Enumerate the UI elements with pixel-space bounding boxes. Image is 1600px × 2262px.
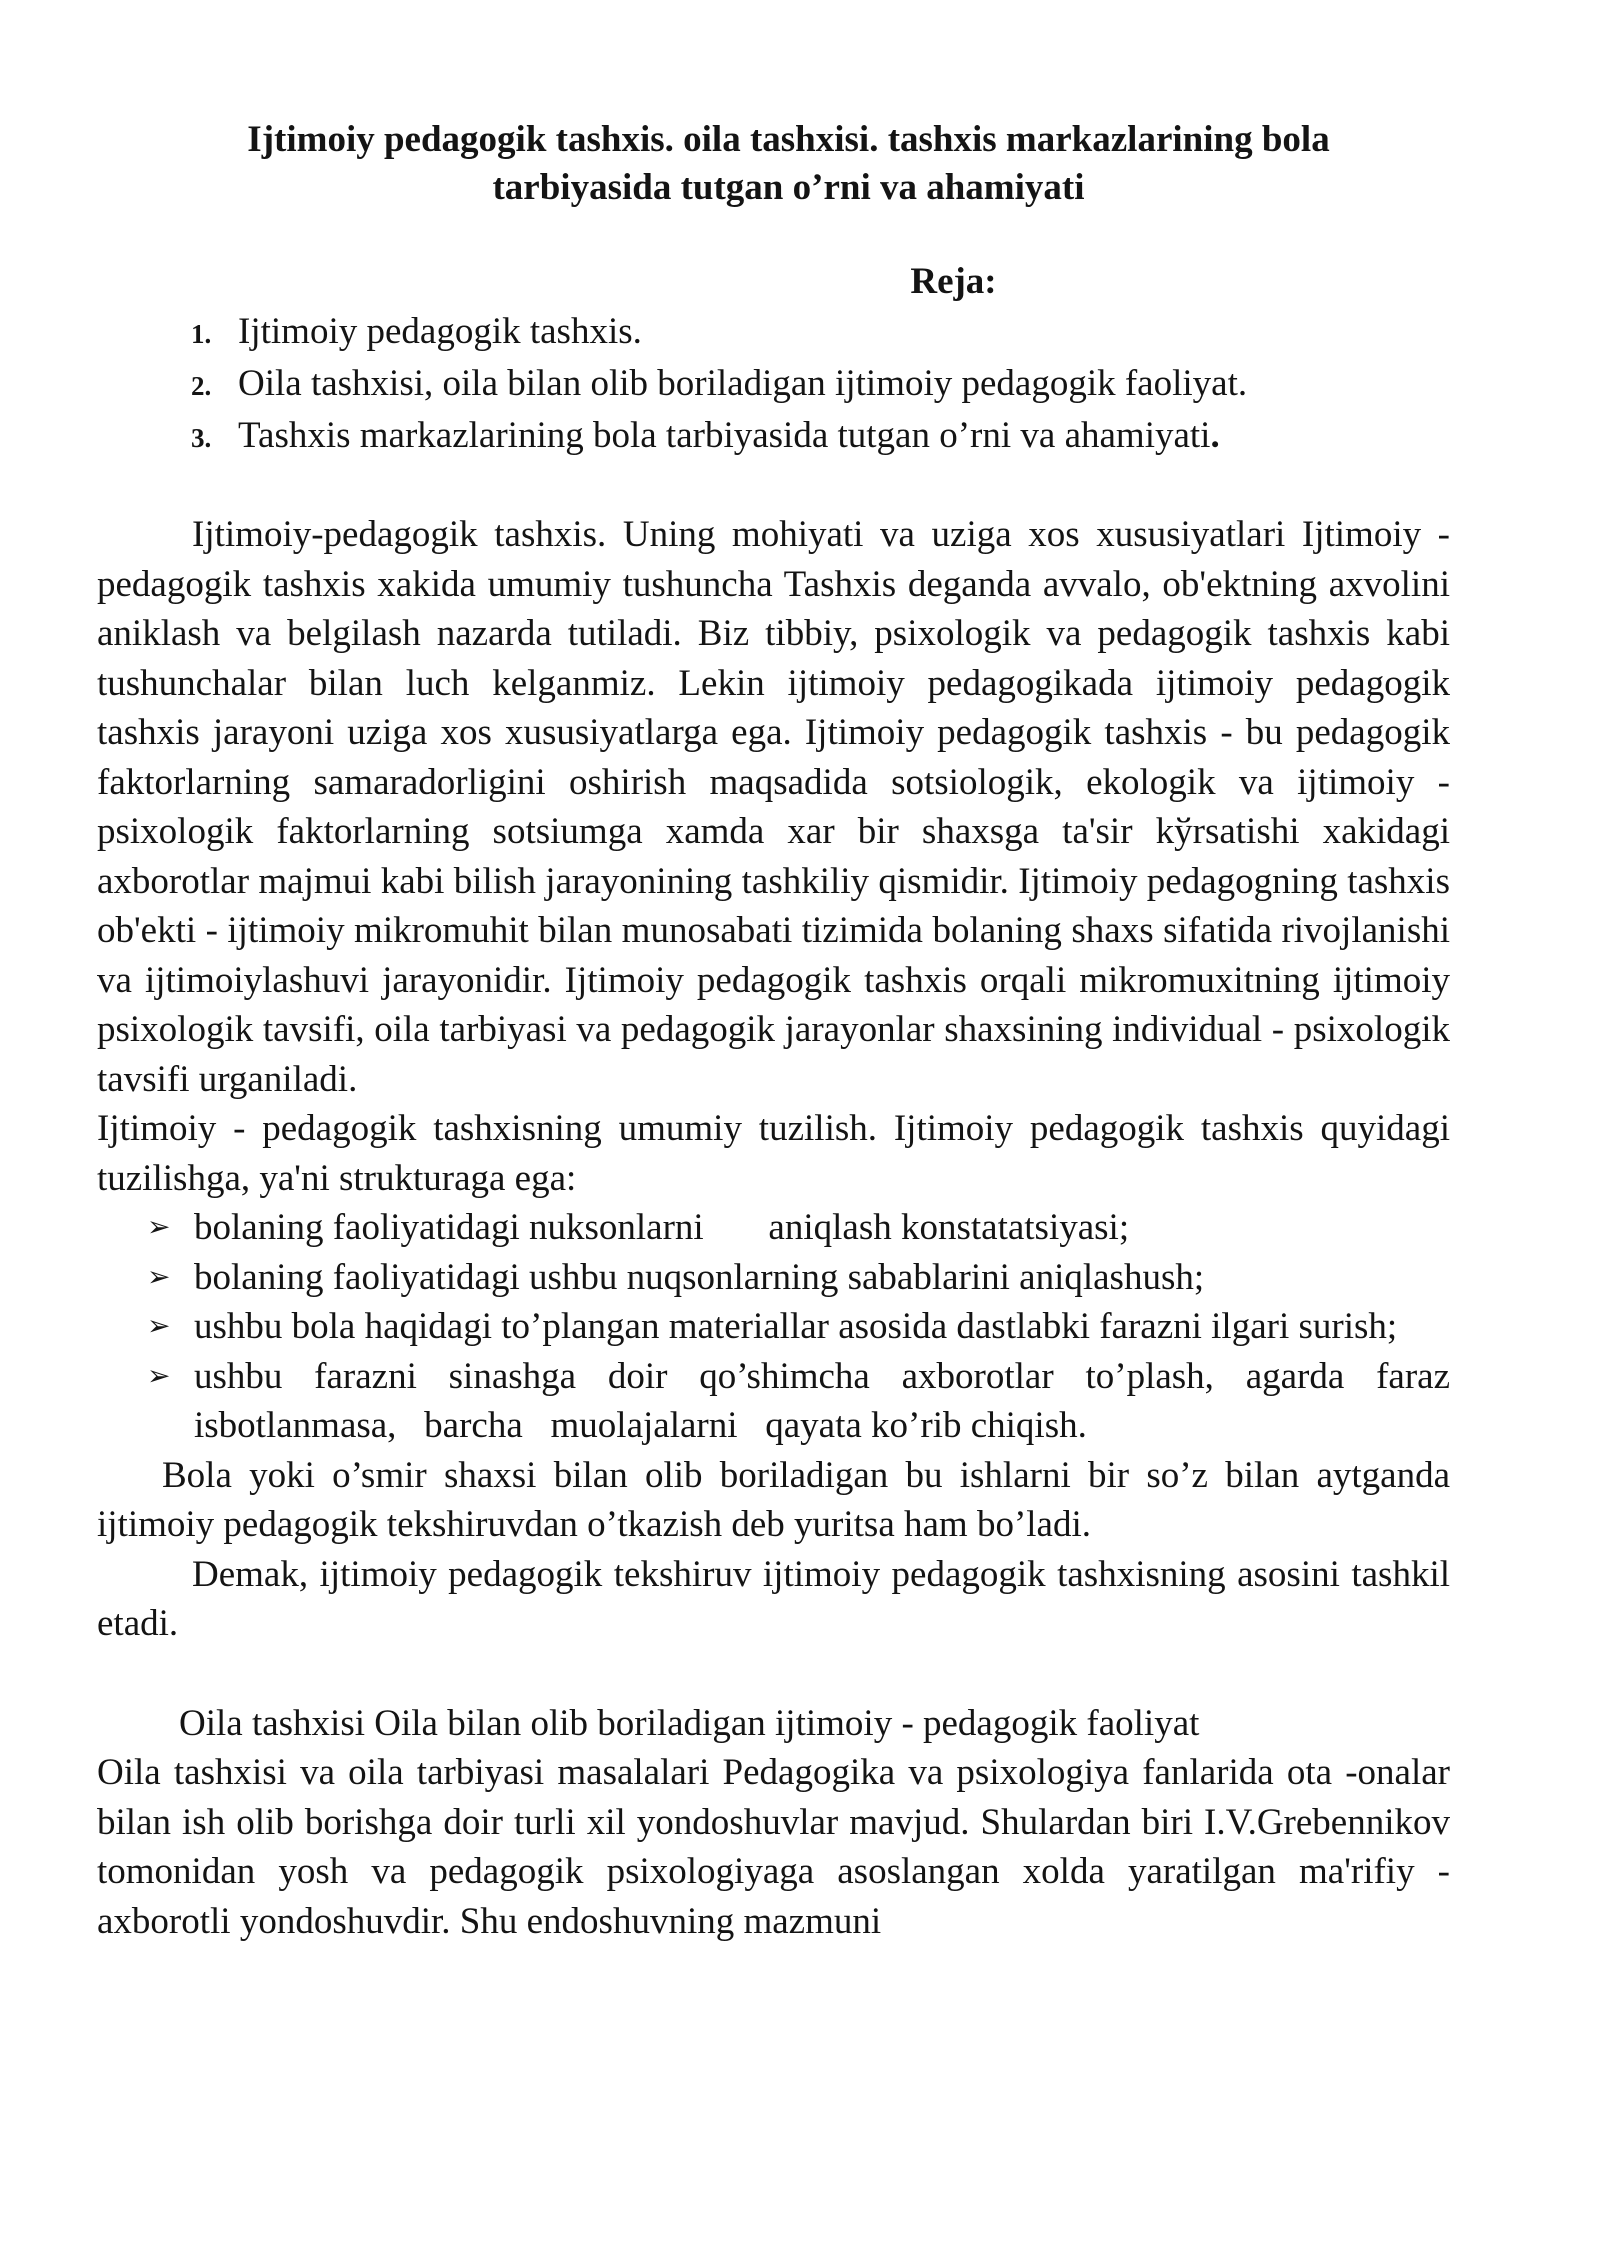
paragraph-bola-shaxsi: Bola yoki o’smir shaxsi bilan olib boriladigan bu ishlarni bir so’z bilan aytganda ijtimoiy pedagogik tekshiruvdan o’tkazish deb yuritsa ham bo’ladi. — [97, 1454, 1450, 1545]
plan-heading: Reja: — [910, 261, 997, 302]
plan-item-number: 1. — [191, 319, 212, 349]
plan-item-text: Oila tashxisi, oila bilan olib boriladigan ijtimoiy pedagogik faoliyat. — [238, 363, 1248, 404]
paragraph-tashxis-intro: Ijtimoiy-pedagogik tashxis. Uning mohiyati va uziga xos xususiyatlari Ijtimoiy - pedagogik tashxis xakida umumiy tushuncha Tashxis deganda avvalo, ob'ektning axvolini aniklash va belgilash nazarda tutiladi. Biz tibbiy, psixologik va pedagogik tashxis kabi tushunchalar bilan luch kelganmiz. Lekin ijtimoiy pedagogikada ijtimoiy pedagogik tashxis jarayoni uziga xos xususiyatlarga ega. Ijtimoiy pedagogik tashxis - bu pedagogik faktorlarning samaradorligini oshirish maqsadida sotsiologik, ekologik va ijtimoiy - psixologik faktorlarning sotsiumga xamda xar bir shaxsga ta'sir kўrsatishi xakidagi axborotlar majmui kabi bilish jarayonining tashkiliy qismidir. Ijtimoiy pedagogning tashxis ob'ekti - ijtimoiy mikromuhit bilan munosabati tizimida bolaning shaxs sifatida rivojlanishi va ijtimoiylashuvi jarayonidir. Ijtimoiy pedagogik tashxis orqali mikromuxitning ijtimoiy psixologik tavsifi, oila tarbiyasi va pedagogik jarayonlar shaxsining individual - psixologik tavsifi urganiladi. — [97, 514, 1450, 1100]
arrow-bullet-icon: ➢ — [147, 1261, 171, 1293]
plan-item — [191, 307, 1450, 359]
title-line-1: Ijtimoiy pedagogik tashxis. oila tashxisi. tashxis markazlarining bola — [247, 119, 1330, 160]
plan-item-number: 3. — [191, 423, 212, 453]
paragraph-structure-intro: Ijtimoiy - pedagogik tashxisning umumiy tuzilish. Ijtimoiy pedagogik tashxis quyidagi tuzilishga, ya'ni strukturaga ega: — [97, 1108, 1450, 1199]
bullet-item — [147, 1253, 1450, 1303]
plan-item — [191, 359, 1450, 411]
paragraph-oila-tarbiyasi: Oila tashxisi va oila tarbiyasi masalalari Pedagogika va psixologiya fanlarida ota -onalar bilan ish olib borishga doir turli xil yondoshuvlar mavjud. Shulardan biri I.V.Grebennikov tomonidan yosh va pedagogik psixologiyaga asoslangan xolda yaratilgan ma'rifiy - axborotli yondoshuvdir. Shu endoshuvning mazmuni — [97, 1752, 1450, 1942]
plan-item-end-mark: . — [1210, 415, 1220, 456]
bullet-item-text: bolaning faoliyatidagi ushbu nuqsonlarning sabablarini aniqlashush; — [194, 1256, 1205, 1298]
arrow-bullet-icon: ➢ — [147, 1311, 171, 1342]
bullet-item — [147, 1203, 1450, 1253]
structure-bullet-list — [97, 1203, 1460, 1451]
bullet-item — [147, 1302, 1450, 1352]
title-line-2: tarbiyasida tutgan o’rni va ahamiyati — [492, 167, 1085, 208]
bullet-item-text: ushbu bola haqidagi to’plangan materiallar asosida dastlabki farazni ilgari surish; — [194, 1306, 1398, 1347]
bullet-item — [147, 1352, 1460, 1451]
plan-item-text: Ijtimoiy pedagogik tashxis. — [238, 311, 642, 352]
section-heading-oila-tashxisi: Oila tashxisi Oila bilan olib boriladigan ijtimoiy - pedagogik faoliyat — [179, 1702, 1200, 1744]
arrow-bullet-icon: ➢ — [147, 1212, 171, 1243]
plan-item-number: 2. — [191, 371, 212, 401]
paragraph-demak: Demak, ijtimoiy pedagogik tekshiruv ijtimoiy pedagogik tashxisning asosini tashkil etadi. — [97, 1553, 1450, 1644]
document-title — [97, 116, 1450, 212]
plan-list — [97, 307, 1450, 463]
bullet-item-text: bolaning faoliyatidagi nuksonlarni aniqlash konstatatsiyasi; — [194, 1207, 1130, 1248]
bullet-item-text: ushbu farazni sinashga doir qo’shimcha axborotlar to’plash, agarda faraz isbotlanmasa, barcha muolajalarni qayata ko’rib chiqish. — [194, 1355, 1460, 1446]
arrow-bullet-icon: ➢ — [147, 1360, 171, 1392]
plan-item-text: Tashxis markazlarining bola tarbiyasida tutgan o’rni va ahamiyati — [238, 415, 1211, 456]
plan-item — [191, 411, 1450, 463]
